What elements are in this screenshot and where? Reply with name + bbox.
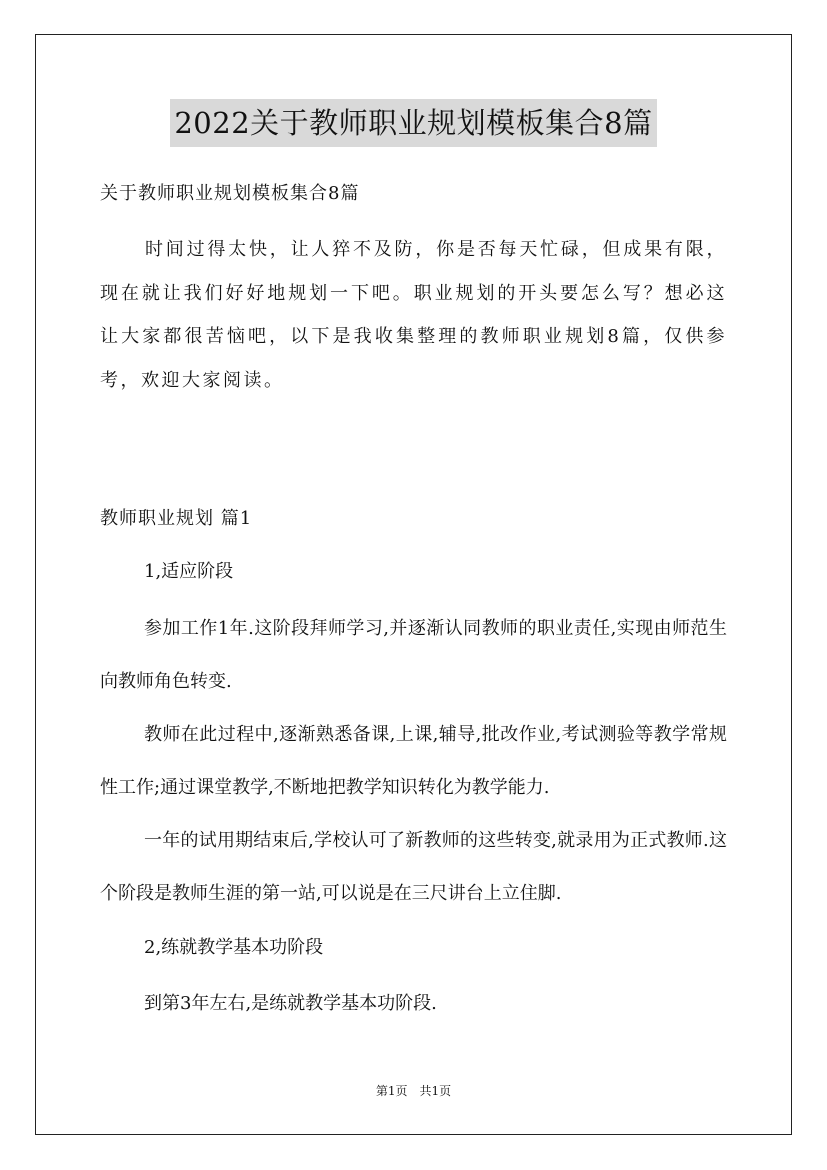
stage-heading-adaptation: 1,适应阶段 — [144, 561, 234, 582]
body-paragraph: 参加工作1年.这阶段拜师学习,并逐渐认同教师的职业责任,实现由师范生向教师角色转变. — [100, 618, 727, 692]
page-footer — [0, 1083, 827, 1099]
page-number-current: 第1页 — [375, 1084, 408, 1098]
document-title-text: 2022关于教师职业规划模板集合8篇 — [170, 99, 656, 147]
stage-heading-basic-skills: 2,练就教学基本功阶段 — [144, 937, 324, 958]
section-heading: 教师职业规划 篇1 — [100, 508, 253, 529]
intro-paragraph: 时间过得太快，让人猝不及防，你是否每天忙碌，但成果有限，现在就让我们好好地规划一下吧。职业规划的开头要怎么写？想必这让大家都很苦恼吧，以下是我收集整理的教师职业规划8篇，仅供参考，欢迎大家阅读。 — [100, 239, 727, 391]
page-number-total: 共1页 — [419, 1084, 452, 1098]
body-paragraph: 到第3年左右,是练就教学基本功阶段. — [144, 993, 437, 1014]
document-title — [0, 98, 827, 147]
body-paragraph: 一年的试用期结束后,学校认可了新教师的这些转变,就录用为正式教师.这个阶段是教师生涯的第一站,可以说是在三尺讲台上立住脚. — [100, 830, 727, 904]
body-paragraph: 教师在此过程中,逐渐熟悉备课,上课,辅导,批改作业,考试测验等教学常规性工作;通过课堂教学,不断地把教学知识转化为教学能力. — [100, 724, 727, 798]
document-subtitle: 关于教师职业规划模板集合8篇 — [100, 183, 360, 204]
